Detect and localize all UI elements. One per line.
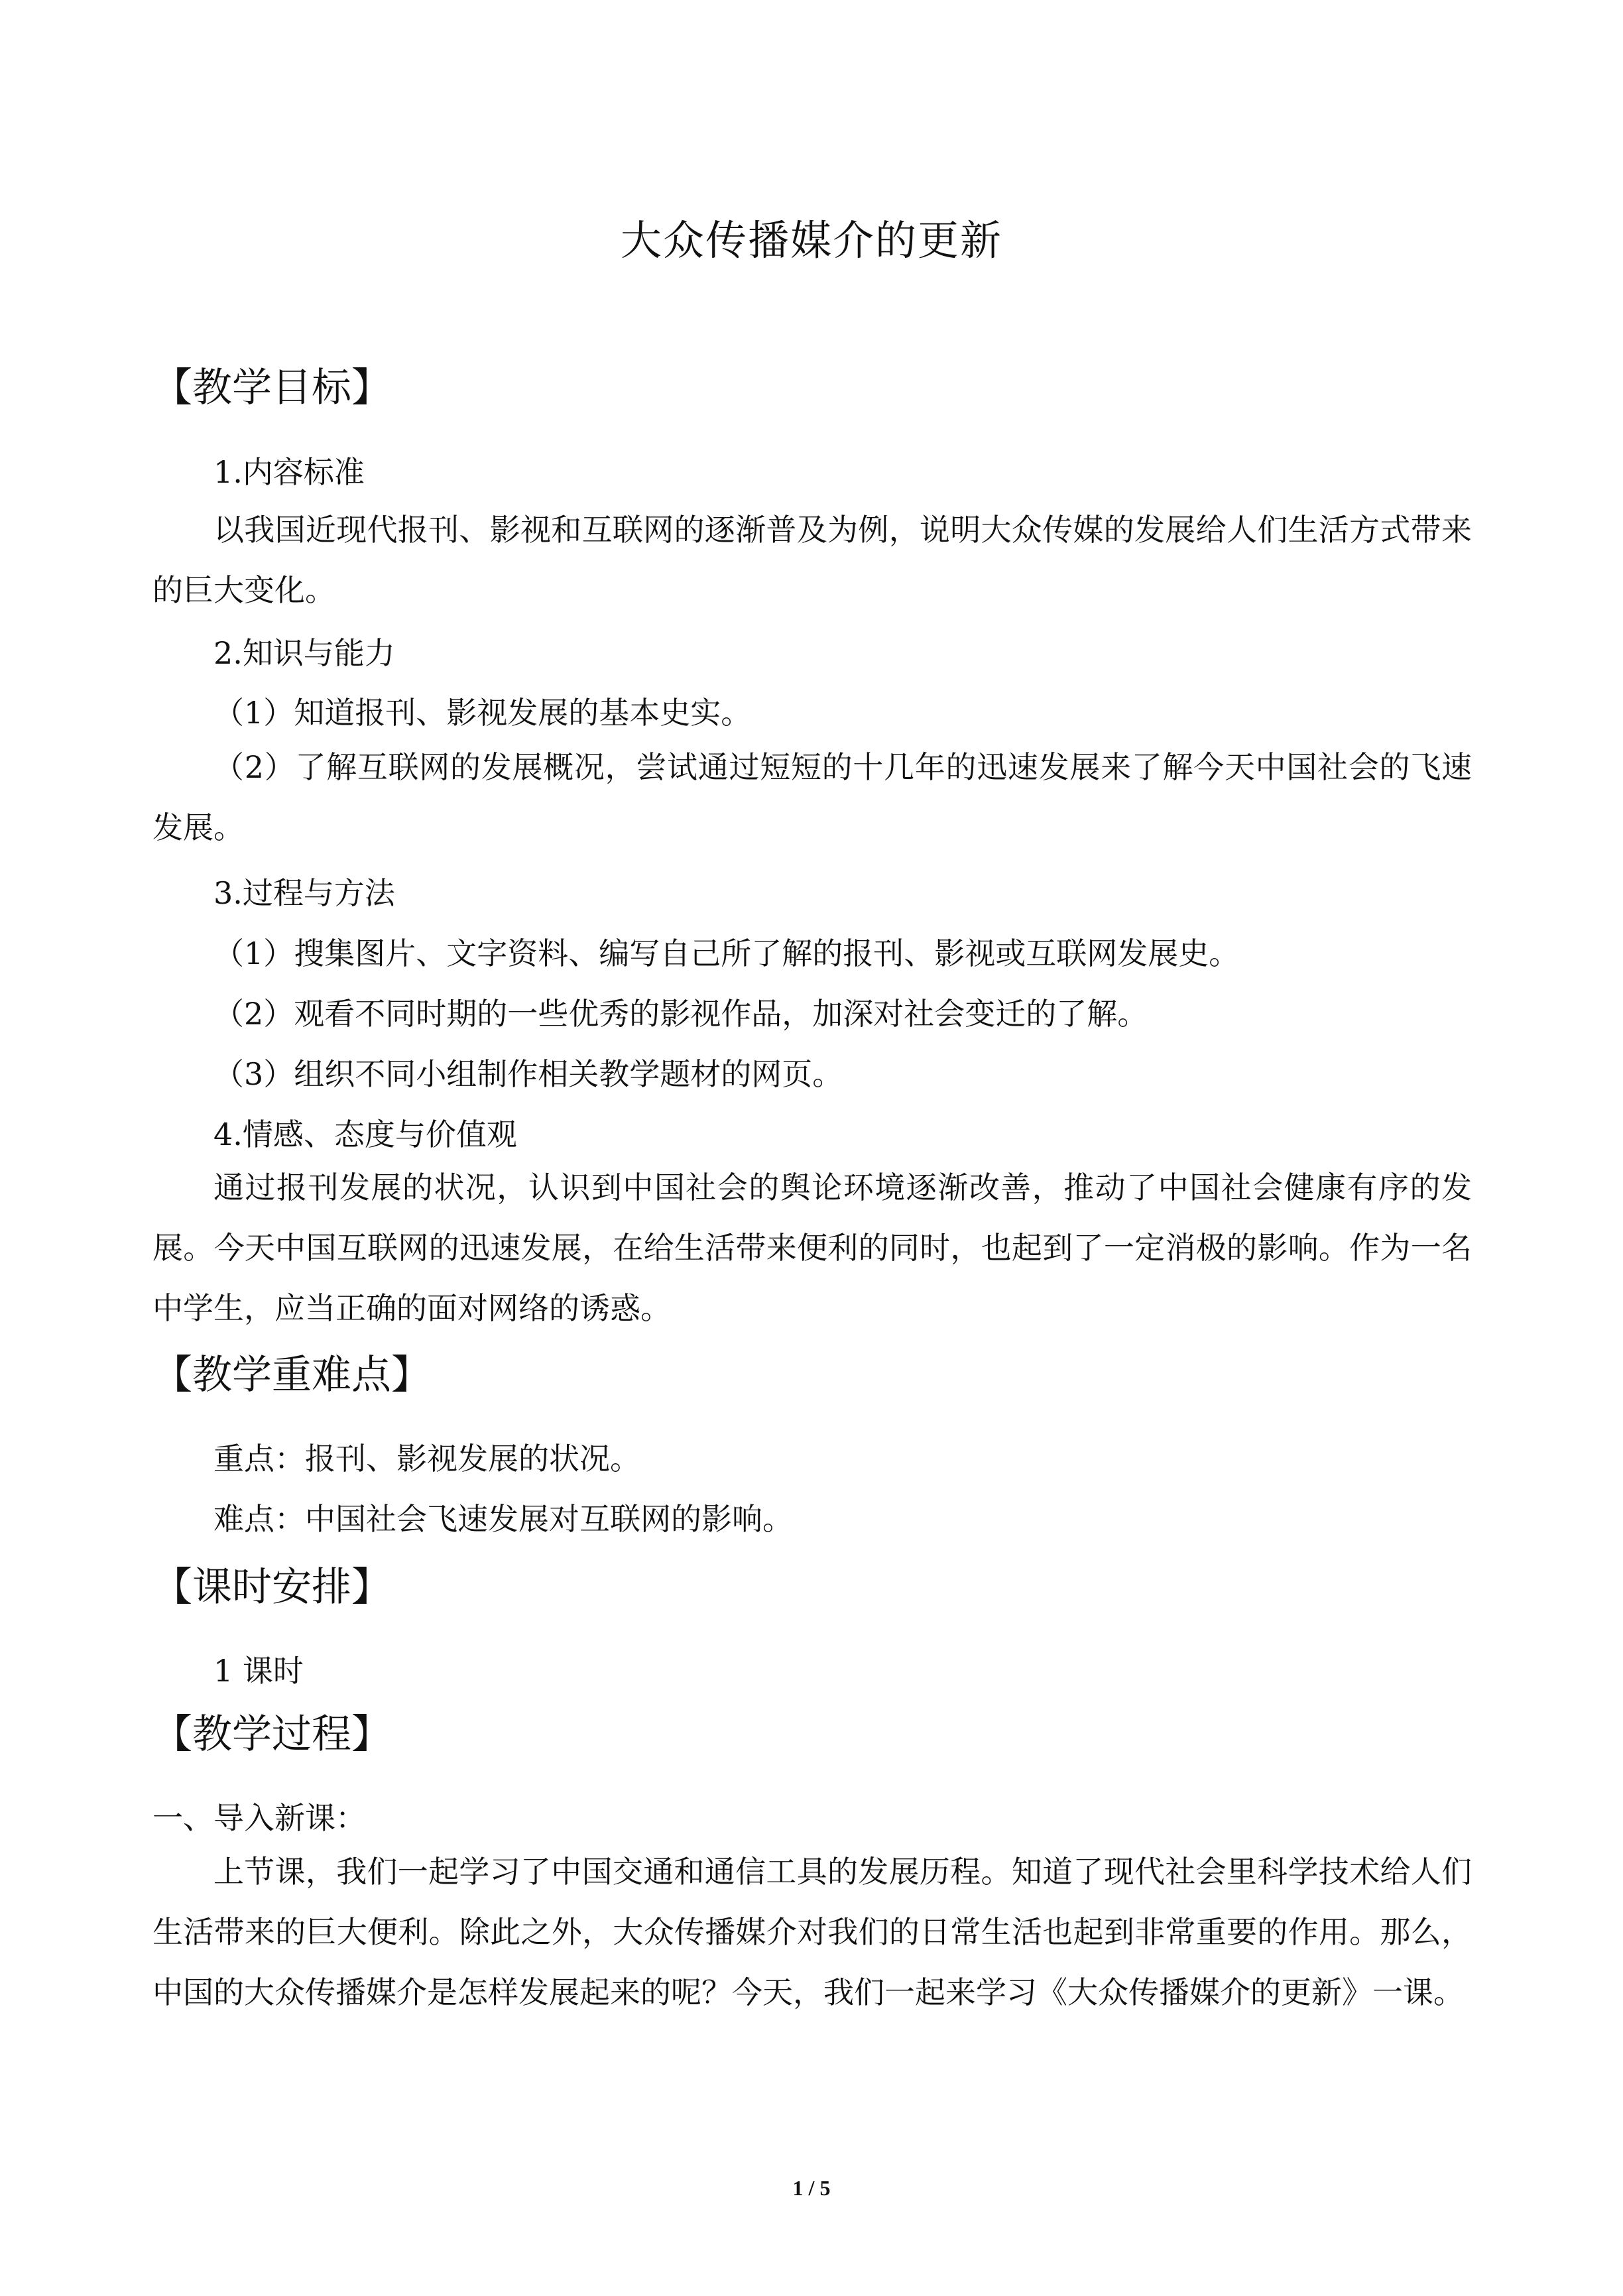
process-item: （3）组织不同小组制作相关教学题材的网页。	[213, 1056, 843, 1092]
difficulty-text: 难点：中国社会飞速发展对互联网的影响。	[213, 1501, 793, 1537]
process-item: （1）搜集图片、文字资料、编写自己所了解的报刊、影视或互联网发展史。	[213, 936, 1240, 971]
intro-label: 一、导入新课：	[152, 1800, 366, 1836]
focus-text: 重点：报刊、影视发展的状况。	[213, 1441, 640, 1477]
process-method-label: 3.过程与方法	[213, 875, 395, 911]
section-heading-key-points: 【教学重难点】	[152, 1352, 431, 1398]
knowledge-label: 2.知识与能力	[213, 635, 395, 671]
section-heading-process: 【教学过程】	[152, 1711, 391, 1758]
knowledge-item: （1）知道报刊、影视发展的基本史实。	[213, 695, 752, 731]
knowledge-item: （2）了解互联网的发展概况，尝试通过短短的十几年的迅速发展来了解今天中国社会的飞速发展。	[152, 749, 1472, 845]
page-title: 大众传播媒介的更新	[620, 216, 1002, 265]
values-text: 通过报刊发展的状况，认识到中国社会的舆论环境逐渐改善，推动了中国社会健康有序的发展。今天中国互联网的迅速发展，在给生活带来便利的同时，也起到了一定消极的影响。作为一名中学生，应当正确的面对网络的诱惑。	[152, 1170, 1472, 1326]
content-standard-text: 以我国近现代报刊、影视和互联网的逐渐普及为例，说明大众传媒的发展给人们生活方式带来的巨大变化。	[152, 512, 1472, 608]
process-item: （2）观看不同时期的一些优秀的影视作品，加深对社会变迁的了解。	[213, 996, 1148, 1032]
section-heading-schedule: 【课时安排】	[152, 1564, 391, 1610]
intro-text: 上节课，我们一起学习了中国交通和通信工具的发展历程。知道了现代社会里科学技术给人们生活带来的巨大便利。除此之外，大众传播媒介对我们的日常生活也起到非常重要的作用。那么，中国的大众传播媒介是怎样发展起来的呢？今天，我们一起来学习《大众传播媒介的更新》一课。	[152, 1854, 1472, 2010]
content-standard-label: 1.内容标准	[213, 454, 365, 490]
section-heading-objectives: 【教学目标】	[152, 365, 391, 411]
page-number: 1 / 5	[792, 2176, 831, 2200]
values-label: 4.情感、态度与价值观	[213, 1117, 517, 1152]
schedule-text: 1 课时	[213, 1653, 304, 1689]
